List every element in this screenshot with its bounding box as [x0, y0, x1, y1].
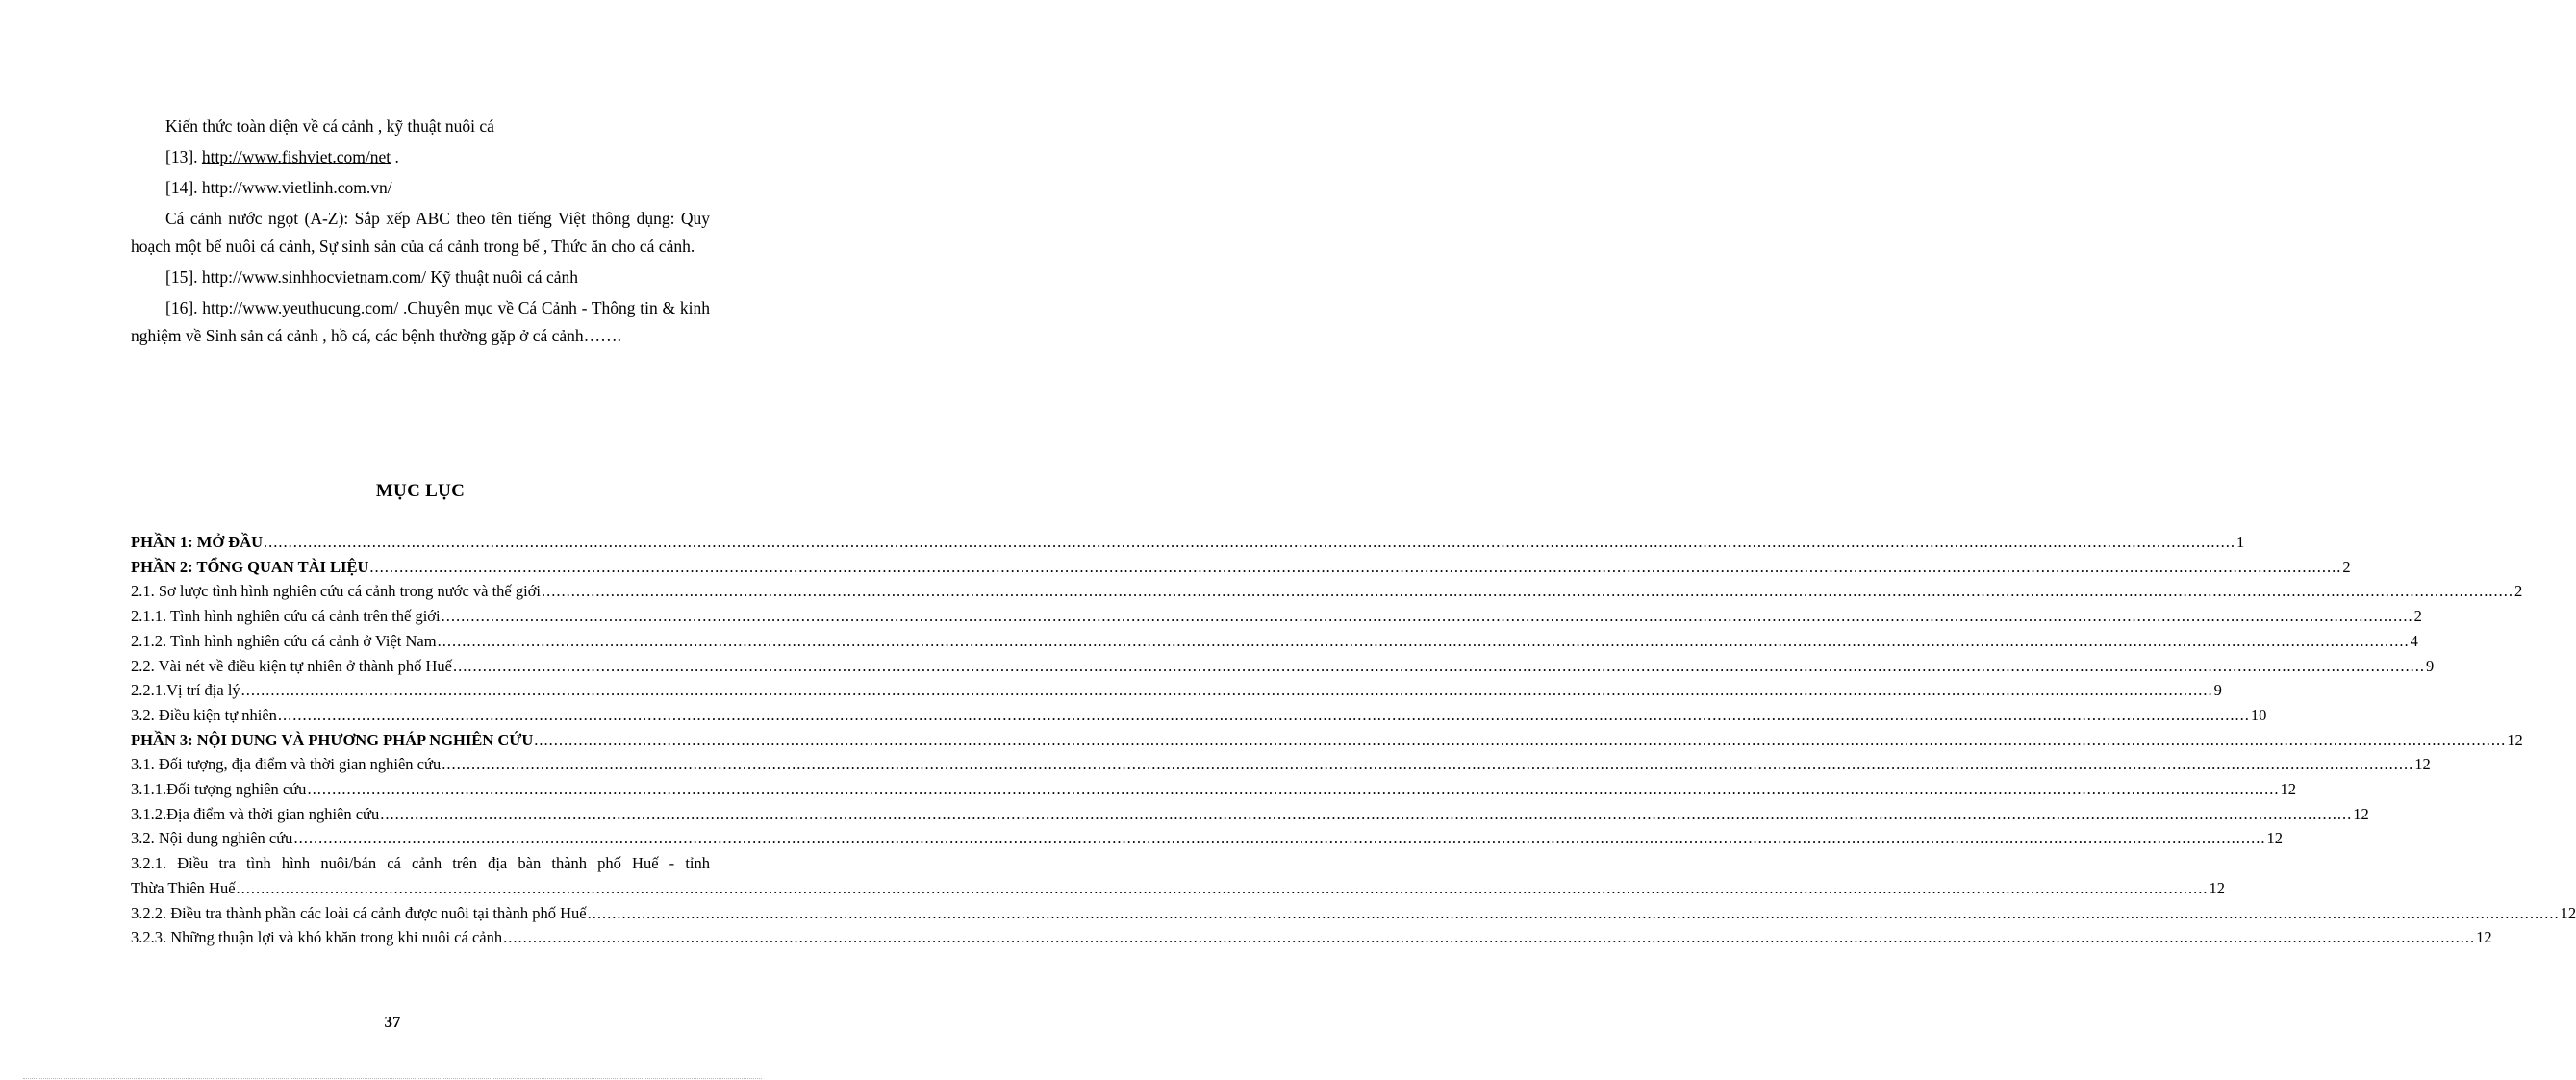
- toc-entry-page: 9: [2426, 656, 2435, 675]
- toc-section-heading[interactable]: [131, 728, 2523, 753]
- toc-entry[interactable]: [131, 901, 2576, 926]
- footer-divider: [23, 1078, 762, 1079]
- toc-entry-title: 2.1.1. Tình hình nghiên cứu cá cảnh trên thế giới: [131, 607, 441, 626]
- table-of-contents: [131, 530, 2576, 950]
- toc-entry[interactable]: [131, 629, 2418, 654]
- toc-entry[interactable]: [131, 802, 2369, 827]
- toc-entry[interactable]: [131, 925, 2492, 950]
- toc-entry-page: 2: [2514, 582, 2523, 601]
- toc-entry-title-line1: 3.2.1. Điều tra tình hình nuôi/bán cá cảnh trên địa bàn thành phố Huế - tỉnh: [131, 854, 710, 873]
- toc-entry-page: 12: [2353, 804, 2369, 823]
- toc-dot-leader: ................................................................................................................................................................................................................................................................................................................................................................................................................: [587, 903, 2560, 922]
- toc-section-heading[interactable]: [131, 555, 2351, 580]
- reference-16: [16]. http://www.yeuthucung.com/ .Chuyên mục về Cá Cảnh - Thông tin & kinh nghiệm về Sinh sản cá cảnh , hồ cá, các bệnh thường gặp ở cá cảnh…….: [131, 298, 710, 345]
- toc-entry-page: 12: [2560, 903, 2576, 922]
- toc-dot-leader: ................................................................................................................................................................................................................................................................................................................................................................................................................: [240, 681, 2213, 700]
- toc-entry-title: 3.1.2.Địa điểm và thời gian nghiên cứu: [131, 804, 380, 823]
- toc-entry[interactable]: [131, 604, 2422, 629]
- toc-entry-page: 9: [2213, 681, 2222, 700]
- toc-entry-title: 3.2.3. Những thuận lợi và khó khăn trong khi nuôi cá cảnh: [131, 928, 503, 947]
- toc-entry-title: 3.2.2. Điều tra thành phần các loài cá cảnh được nuôi tại thành phố Huế: [131, 903, 587, 922]
- toc-entry[interactable]: [131, 579, 2523, 604]
- toc-entry-page: 12: [2476, 928, 2492, 947]
- reference-14: [14]. http://www.vietlinh.com.vn/: [165, 178, 392, 197]
- toc-entry[interactable]: [131, 777, 2296, 802]
- toc-dot-leader: ................................................................................................................................................................................................................................................................................................................................................................................................................: [307, 780, 2280, 799]
- toc-entry-title: 3.1.1.Đối tượng nghiên cứu: [131, 780, 307, 799]
- toc-entry[interactable]: [131, 654, 2435, 679]
- toc-entry-title-line2: Thừa Thiên Huế: [131, 878, 236, 897]
- toc-entry[interactable]: [131, 703, 2267, 728]
- toc-entry-page: 1: [2236, 533, 2245, 551]
- toc-entry-page: 12: [2209, 878, 2226, 897]
- reference-14-description: Cá cảnh nước ngọt (A-Z): Sắp xếp ABC theo tên tiếng Việt thông dụng: Quy hoạch một bể nuôi cá cảnh, Sự sinh sản của cá cảnh trong bể , Thức ăn cho cá cảnh.: [131, 209, 710, 256]
- toc-entry-page: 12: [2280, 780, 2296, 799]
- toc-dot-leader: ................................................................................................................................................................................................................................................................................................................................................................................................................: [441, 607, 2413, 626]
- toc-entry-page: 10: [2250, 705, 2267, 724]
- reference-intro: Kiến thức toàn diện về cá cảnh , kỹ thuật nuôi cá: [165, 116, 494, 136]
- toc-entry-title: 3.1. Đối tượng, địa điểm và thời gian nghiên cứu: [131, 755, 442, 774]
- reference-13: [13]. http://www.fishviet.com/net .: [165, 147, 399, 166]
- toc-dot-leader: ................................................................................................................................................................................................................................................................................................................................................................................................................: [453, 656, 2426, 675]
- toc-dot-leader: ................................................................................................................................................................................................................................................................................................................................................................................................................: [277, 705, 2250, 724]
- toc-dot-leader: ................................................................................................................................................................................................................................................................................................................................................................................................................: [503, 928, 2476, 947]
- toc-entry-page: 2: [2413, 607, 2422, 626]
- toc-entry[interactable]: [131, 851, 2226, 900]
- toc-entry[interactable]: [131, 752, 2431, 777]
- reference-13-link[interactable]: http://www.fishviet.com/net: [201, 147, 391, 166]
- toc-entry-title: 2.1. Sơ lược tình hình nghiên cứu cá cảnh trong nước và thế giới: [131, 582, 542, 601]
- toc-dot-leader: ................................................................................................................................................................................................................................................................................................................................................................................................................: [442, 755, 2414, 774]
- toc-entry-page: 12: [2266, 829, 2283, 848]
- toc-entry-title: 2.1.2. Tình hình nghiên cứu cá cảnh ở Việt Nam: [131, 631, 437, 650]
- toc-entry-title: PHẦN 3: NỘI DUNG VÀ PHƯƠNG PHÁP NGHIÊN CỨU: [131, 730, 534, 749]
- toc-section-heading[interactable]: [131, 530, 2245, 555]
- toc-dot-leader: ................................................................................................................................................................................................................................................................................................................................................................................................................: [236, 878, 2209, 897]
- toc-entry[interactable]: [131, 826, 2283, 851]
- reference-15: [15]. http://www.sinhhocvietnam.com/ Kỹ thuật nuôi cá cảnh: [165, 267, 578, 287]
- toc-entry-title: 2.2. Vài nét về điều kiện tự nhiên ở thành phố Huế: [131, 656, 453, 675]
- toc-entry-title: 2.2.1.Vị trí địa lý: [131, 681, 240, 700]
- toc-entry-title: 3.2. Điều kiện tự nhiên: [131, 705, 277, 724]
- toc-entry-page: 12: [2414, 755, 2431, 774]
- toc-dot-leader: ................................................................................................................................................................................................................................................................................................................................................................................................................: [293, 829, 2266, 848]
- toc-entry-title: PHẦN 1: MỞ ĐẦU: [131, 533, 264, 551]
- toc-entry-title: PHẦN 2: TỔNG QUAN TÀI LIỆU: [131, 557, 369, 576]
- toc-dot-leader: ................................................................................................................................................................................................................................................................................................................................................................................................................: [380, 804, 2353, 823]
- toc-entry-title: 3.2. Nội dung nghiên cứu: [131, 829, 293, 848]
- toc-dot-leader: ................................................................................................................................................................................................................................................................................................................................................................................................................: [369, 557, 2342, 576]
- toc-entry-page: 12: [2507, 730, 2523, 749]
- reference-14-link: http://www.vietlinh.com.vn/: [201, 178, 392, 197]
- toc-dot-leader: ................................................................................................................................................................................................................................................................................................................................................................................................................: [534, 730, 2507, 749]
- toc-entry-page: 2: [2342, 557, 2351, 576]
- references-section: [131, 113, 710, 353]
- toc-dot-leader: ................................................................................................................................................................................................................................................................................................................................................................................................................: [542, 582, 2514, 601]
- toc-dot-leader: ................................................................................................................................................................................................................................................................................................................................................................................................................: [437, 631, 2410, 650]
- toc-entry-page: 4: [2410, 631, 2418, 650]
- toc-title: MỤC LỤC: [375, 481, 466, 501]
- page-number: 37: [384, 1013, 401, 1031]
- toc-dot-leader: ................................................................................................................................................................................................................................................................................................................................................................................................................: [264, 533, 2236, 551]
- toc-entry[interactable]: [131, 678, 2222, 703]
